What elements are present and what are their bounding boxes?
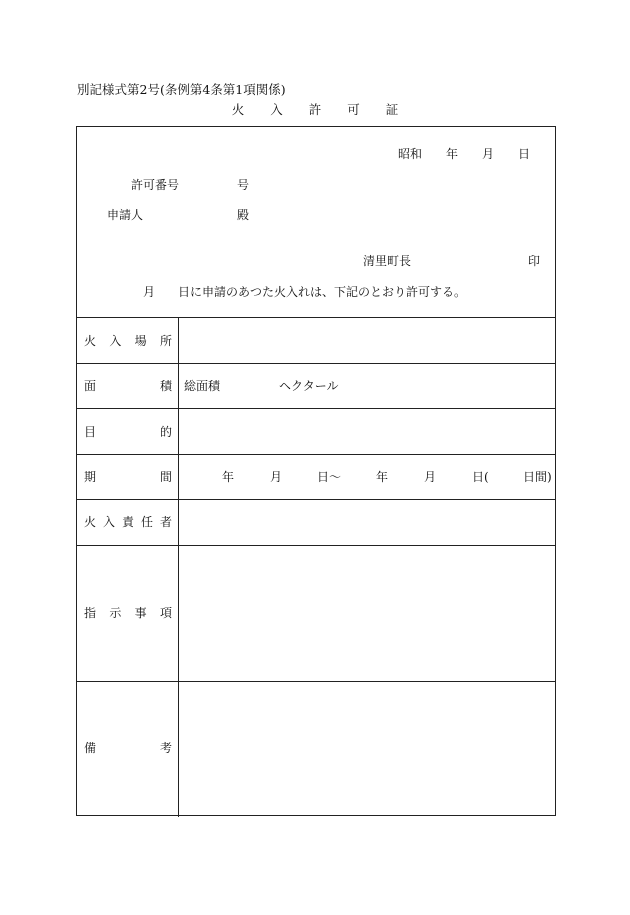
label-instructions: 指 示 事 項 (84, 606, 172, 620)
title-char: 許 (308, 102, 322, 117)
period-start-year: 年 (222, 470, 235, 484)
label-burning-manager: 火 入 責 任 者 (84, 515, 172, 529)
label-purpose: 目 的 (84, 425, 172, 439)
row-divider (77, 317, 555, 318)
title-char: 証 (385, 102, 399, 117)
mayor-title: 清里町長 (363, 254, 412, 268)
label-burning-place: 火 入 場 所 (84, 334, 172, 348)
permit-number-label: 許可番号 (131, 178, 180, 192)
permit-statement: 日に申請のあつた火入れは、下記のとおり許可する。 (178, 285, 467, 299)
period-end-year: 年 (376, 470, 389, 484)
document-title (0, 103, 630, 117)
period-days: 日間) (523, 470, 552, 484)
title-char: 入 (270, 102, 283, 117)
date-day-label: 日 (518, 147, 531, 161)
row-divider (77, 681, 555, 682)
label-period: 期 間 (84, 470, 172, 484)
seal-mark: 印 (528, 254, 541, 268)
label-area: 面 積 (84, 379, 172, 393)
row-divider (77, 363, 555, 364)
row-divider (77, 545, 555, 546)
period-end-month: 月 (424, 470, 437, 484)
total-area-label: 総面積 (184, 379, 221, 393)
period-end-day: 日( (472, 470, 489, 484)
date-month-label: 月 (482, 147, 495, 161)
form-reference: 別記様式第2号(条例第4条第1項関係) (77, 82, 286, 97)
date-year-label: 年 (446, 147, 459, 161)
statement-month: 月 (143, 285, 156, 299)
row-divider (77, 408, 555, 409)
area-unit: ヘクタール (279, 379, 339, 393)
title-char: 可 (347, 102, 360, 117)
applicant-label: 申請人 (107, 208, 144, 222)
permit-number-suffix: 号 (237, 178, 250, 192)
date-era: 昭和 (398, 147, 423, 161)
title-char: 火 (231, 102, 245, 117)
period-start-day: 日〜 (317, 470, 342, 484)
applicant-honorific: 殿 (237, 208, 250, 222)
permit-form-table (76, 126, 556, 816)
label-remarks: 備 考 (84, 741, 172, 755)
row-divider (77, 454, 555, 455)
period-start-month: 月 (270, 470, 283, 484)
label-column-divider (178, 317, 179, 817)
row-divider (77, 499, 555, 500)
